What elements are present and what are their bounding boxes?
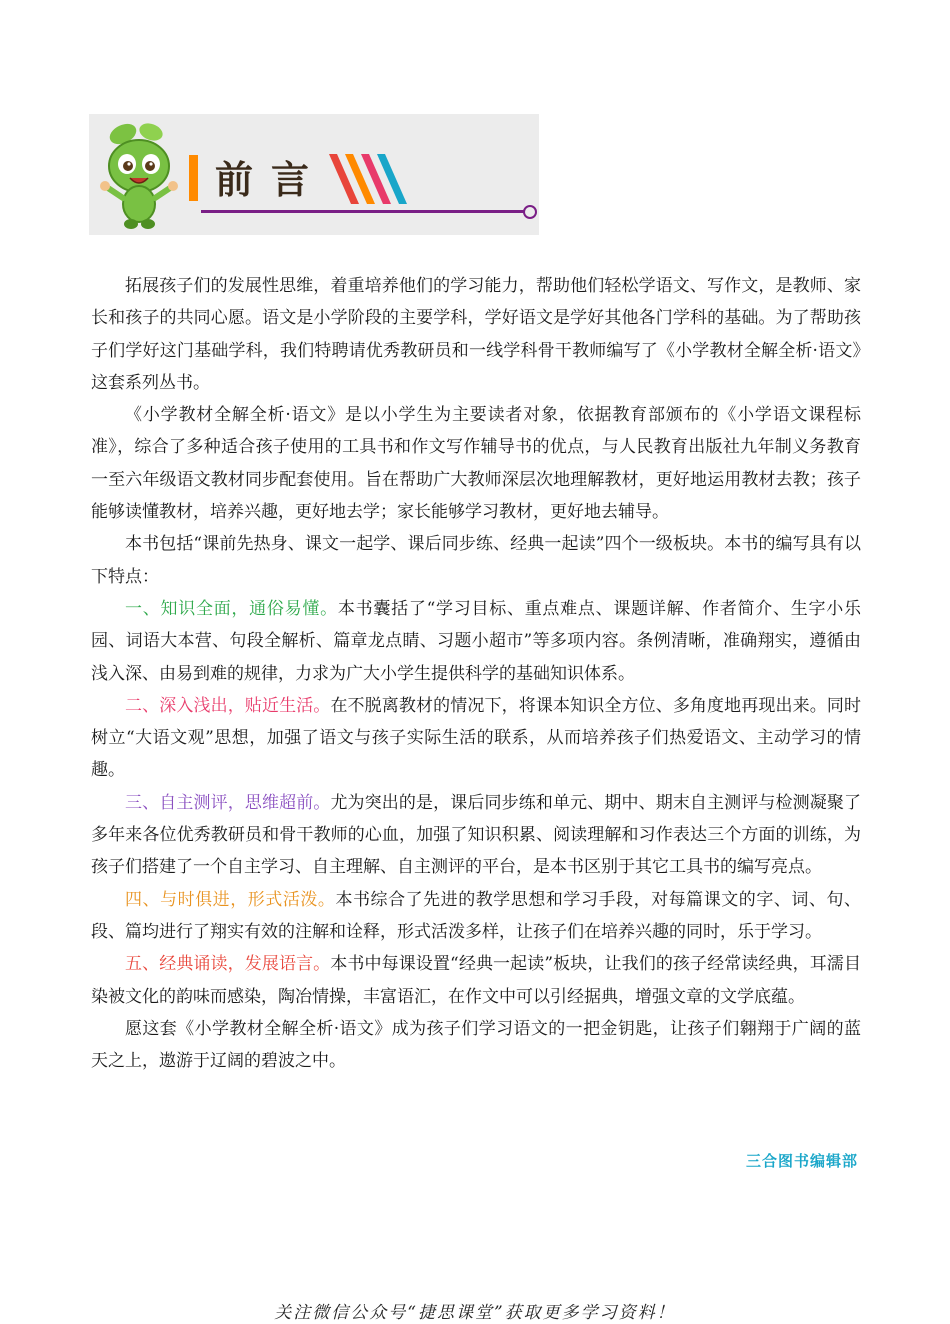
paragraph-feature-4 [91,884,861,949]
paragraph-text: 拓展孩子们的发展性思维，着重培养他们的学习能力，帮助他们轻松学语文、写作文，是教师、家长和孩子的共同心愿。语文是小学阶段的主要学科，学好语文是学好其他各门学科的基础。为了帮助孩子们学好这门基础学科，我们特聘请优秀教研员和一线学科骨干教师编写了《小学教材全解全析·语文》这套系列丛书。 [91,276,861,393]
paragraph-text: 在不脱离教材的情况下，将课本知识全方位、多角度地再现出来。同时树立“大语文观”思想，加强了语文与孩子实际生活的联系，从而培养孩子们热爱语文、主动学习的情趣。 [91,695,862,781]
paragraph-feature-2 [91,690,861,787]
paragraph-text: 本书包括“课前先热身、课文一起学、课后同步练、经典一起读”四个一级板块。本书的编写具有以下特点： [91,534,861,587]
preface-body [91,270,861,1077]
feature-heading: 五、经典诵读，发展语言。 [125,954,331,975]
title-accent-bar [189,155,198,201]
decorative-stripes-icon [329,154,449,214]
underline-end-dot [523,205,537,219]
page-title: 前言 [215,157,328,202]
sprout-mascot-icon [93,120,185,232]
paragraph-feature-5 [91,948,861,1013]
paragraph-feature-1 [91,593,861,690]
feature-heading: 二、深入浅出，贴近生活。 [125,695,331,716]
preface-banner [89,114,539,235]
paragraph-text: 愿这套《小学教材全解全析·语文》成为孩子们学习语文的一把金钥匙，让孩子们翱翔于广阔的蓝天之上，遨游于辽阔的碧波之中。 [91,1018,861,1072]
footer-promo-note: 关注微信公众号“捷思课堂”获取更多学习资料！ [274,1303,676,1323]
editorial-signature: 三合图书编辑部 [745,1152,858,1170]
paragraph-text: 《小学教材全解全析·语文》是以小学生为主要读者对象，依据教育部颁布的《小学语文课程标准》，综合了多种适合孩子使用的工具书和作文写作辅导书的优点，与人民教育出版社九年制义务教育一至六年级语文教材同步配套使用。旨在帮助广大教师深层次地理解教材，更好地运用教材去教；孩子能够读懂教材，培养兴趣，更好地去学；家长能够学习教材，更好地去辅导。 [91,405,861,523]
paragraph-text: 本书中每课设置“经典一起读”板块，让我们的孩子经常读经典，耳濡目染被文化的韵味而感染，陶冶情操，丰富语汇，在作文中可以引经据典，增强文章的文学底蕴。 [91,954,862,1007]
paragraph-structure [91,528,861,593]
paragraph-text: 本书综合了先进的教学思想和学习手段，对每篇课文的字、词、句、段、篇均进行了翔实有效的注解和诠释，形式活泼多样，让孩子们在培养兴趣的同时，乐于学习。 [91,889,862,942]
feature-heading: 四、与时俱进，形式活泼。 [125,889,336,910]
paragraph-intro [91,270,861,399]
paragraph-feature-3 [91,787,861,884]
paragraph-text: 本书囊括了“学习目标、重点难点、课题详解、作者简介、生字小乐园、词语大本营、句段全解析、篇章龙点睛、习题小超市”等多项内容。条例清晰，准确翔实，遵循由浅入深、由易到难的规律，力求为广大小学生提供科学的基础知识体系。 [91,598,861,684]
feature-heading: 三、自主测评，思维超前。 [125,792,331,813]
paragraph-about [91,399,861,528]
feature-heading: 一、知识全面，通俗易懂。 [125,598,338,619]
paragraph-text: 尤为突出的是，课后同步练和单元、期中、期末自主测评与检测凝聚了多年来各位优秀教研员和骨干教师的心血，加强了知识积累、阅读理解和习作表达三个方面的训练，为孩子们搭建了一个自主学习、自主理解、自主测评的平台，是本书区别于其它工具书的编写亮点。 [91,792,862,878]
title-underline [201,210,534,213]
paragraph-closing [91,1013,861,1078]
